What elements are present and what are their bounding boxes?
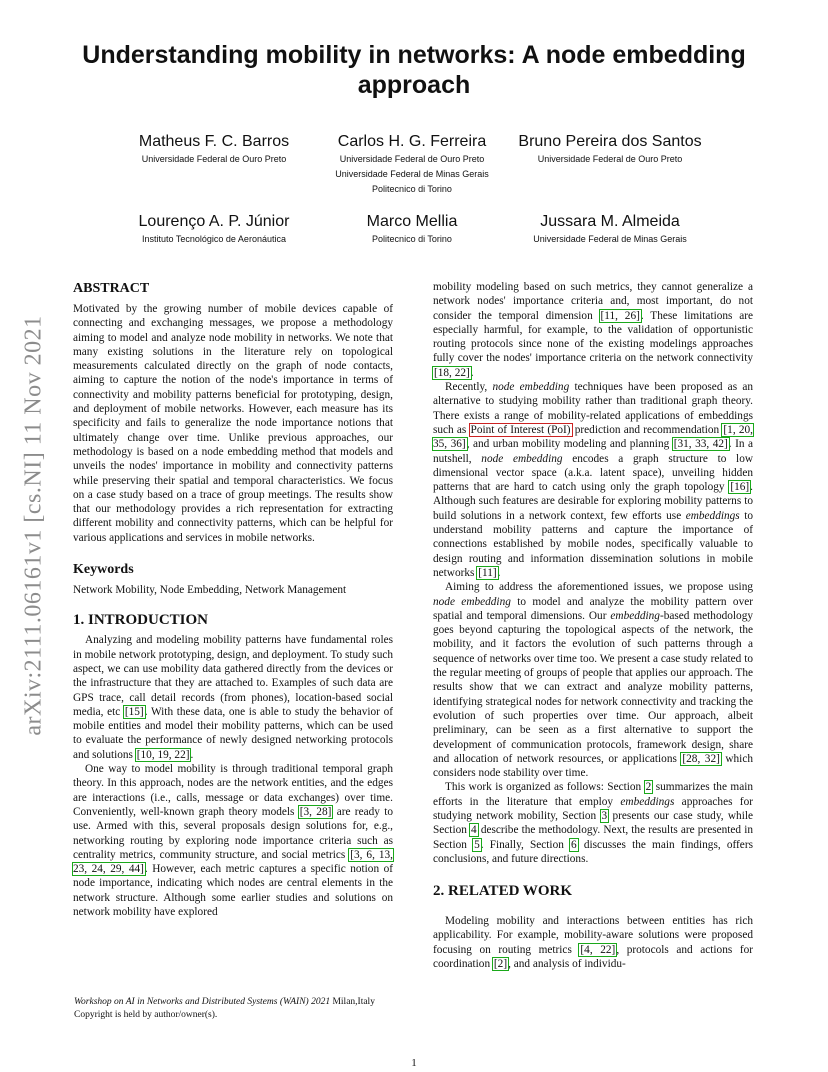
intro-paragraph-3: mobility modeling based on such metrics, they cannot generalize a network nodes' importance criteria and, most important, do not consider the temporal dimension [11, 26]. These limitations are especially harmful, for example, to the validation of opportunistic routing protocols since none of the existing modelings approaches fully cover the nodes' importance criteria on the network connectivity [18, 22]. (433, 281, 754, 379)
paper-title: Understanding mobility in networks: A node embedding approach (82, 41, 746, 99)
intro-paragraph-5: Aiming to address the aforementioned issues, we propose using node embedding to model and analyze the mobility pattern over spatial and temporal dimensions. Our embedding-based methodology goes beyond capturing the topological aspects of the network, the mobility, and it factors the evolution of such patterns through a sequence of networks over time too. We present a case study related to the regular meeting of groups of people that applies our approach. The results show that we can extract and analyze mobility patterns, identifying strategical nodes for network connectivity and tracking the evolution of such properties over time. Our approach, albeit preliminary, can be seen as a first alternative to support the development of communication protocols, framework design, share and allocation of network resources, or applications [28, 32] which considers node stability over time. (433, 581, 753, 780)
author-affiliation: Universidade Federal de Ouro Preto (339, 154, 485, 164)
author-name: Matheus F. C. Barros (138, 133, 290, 150)
citation-link[interactable]: [4, 22] (580, 943, 616, 956)
keywords-text: Network Mobility, Node Embedding, Network Management (73, 584, 347, 597)
section-link[interactable]: 4 (471, 824, 477, 837)
left-column (73, 280, 393, 919)
section-link[interactable]: 2 (645, 781, 652, 794)
author-3 (500, 132, 720, 167)
right-column (433, 280, 753, 971)
author-2 (312, 132, 512, 197)
author-1 (114, 132, 314, 167)
citation-link[interactable]: [18, 22] (434, 366, 470, 379)
abstract-heading: ABSTRACT (73, 281, 150, 296)
intro-paragraph-4: Recently, node embedding techniques have been proposed as an alternative to studying mobility rather than traditional graph theory. There exists a range of mobility-related applications of embeddings such as Point of Interest (PoI) prediction and recommendation [1, 20, 35, 36], and urban mobility modeling and planning [31, 33, 42]. In a nutshell, node embedding encodes a graph structure to low dimensional vector space (a.k.a. latent space), unveiling hidden patterns that are hard to catch using only the graph topology [16]. Although such features are desirable for exploring mobility patterns to build solutions in a network context, few efforts use embeddings to understand mobility patterns and capture the importance of connections established by mobile nodes, specifically valuable to design routing and information dissemination solutions in mobile networks [11]. (433, 381, 754, 579)
citation-link[interactable]: [28, 32] (682, 752, 720, 765)
intro-paragraph-6: This work is organized as follows: Section 2 summarizes the main efforts in the literature that employ embeddings approaches for studying network mobility, Section 3 presents our case study, while Section 4 describe the methodology. Next, the results are presented in Section 5. Finally, Section 6 discusses the main findings, offers conclusions, and future directions. (433, 781, 753, 865)
keywords-heading: Keywords (73, 562, 134, 578)
intro-paragraph-1: Analyzing and modeling mobility patterns have fundamental roles in mobile network prototyping, design, and deployment. To study such aspect, we can use mobility data gathered directly from the devices or the infrastructure that they are attached to. Examples of such data are GPS trace, call detail records (from phones), location-based social media, etc [15]. With these data, one is able to study the behavior of mobile entities and model their mobility patterns, which can be used to evaluate the performance of newly designed networking protocols and solutions [10, 19, 22]. (73, 634, 393, 761)
section-link[interactable]: 3 (601, 809, 608, 822)
author-affiliation: Universidade Federal de Minas Gerais (335, 169, 489, 179)
citation-link[interactable]: [10, 19, 22] (136, 748, 190, 761)
author-name: Marco Mellia (366, 213, 458, 230)
author-name: Carlos H. G. Ferreira (337, 133, 487, 150)
author-4 (114, 212, 314, 247)
venue-text: Workshop on AI in Networks and Distributed Systems (WAIN) 2021 (74, 997, 331, 1007)
citation-link[interactable]: [3, 6, 13, 23, 24, 29, 44] (73, 848, 393, 876)
intro-paragraph-2: One way to model mobility is through traditional temporal graph theory. In this approach, nodes are the network entities, and the edges are interactions (i.e., calls, message or data exchanges) over time. Conveniently, well-known graph theory models [3, 28] are ready to use. Armed with this, several proposals design solutions for, e.g., networking routing by exploring node importance criteria such as centrality metrics, community structure, and social metrics [3, 6, 13, 23, 24, 29, 44]. However, each metric captures a specific notion of node importance, indicating which nodes are central elements in the network structure. Although some earlier studies and solutions on network mobility have explored (73, 763, 394, 918)
citation-link[interactable]: [31, 33, 42] (673, 438, 728, 451)
related-paragraph-1: Modeling mobility and interactions between entities has rich applicability. For example, mobility-aware solutions were proposed focusing on routing metrics [4, 22], protocols and actions for coordination [2], and analysis of individu- (433, 915, 753, 971)
section-link[interactable]: 5 (474, 838, 480, 851)
poi-link[interactable]: Point of Interest (PoI) (470, 423, 571, 436)
author-affiliation: Politecnico di Torino (372, 234, 452, 244)
arxiv-stamp: arXiv:2111.06161v1 [cs.NI] 11 Nov 2021 (20, 314, 47, 736)
author-name: Jussara M. Almeida (540, 213, 680, 230)
venue-location: Milan,Italy (330, 997, 375, 1007)
introduction-heading: 1. INTRODUCTION (73, 612, 209, 629)
citation-link[interactable]: [15] (124, 705, 144, 718)
citation-link[interactable]: [1, 20, 35, 36] (433, 423, 753, 451)
citation-link[interactable]: [16] (730, 481, 750, 494)
author-affiliation: Politecnico di Torino (372, 184, 452, 194)
page-number: 1 (411, 1057, 417, 1069)
citation-link[interactable]: [11] (478, 566, 497, 579)
author-affiliation: Universidade Federal de Ouro Preto (537, 154, 683, 164)
author-affiliation: Universidade Federal de Ouro Preto (141, 154, 287, 164)
author-5 (312, 212, 512, 247)
author-6 (500, 212, 720, 247)
author-name: Bruno Pereira dos Santos (518, 133, 702, 150)
author-affiliation: Universidade Federal de Minas Gerais (533, 234, 687, 244)
footnote (74, 996, 414, 1021)
author-name: Lourenço A. P. Júnior (138, 213, 290, 230)
author-affiliation: Instituto Tecnológico de Aeronáutica (142, 234, 286, 244)
copyright-text: Copyright is held by author/owner(s). (74, 1009, 218, 1020)
section-link[interactable]: 6 (571, 838, 577, 851)
citation-link[interactable]: [11, 26] (600, 309, 640, 322)
citation-link[interactable]: [3, 28] (299, 805, 332, 818)
related-work-heading: 2. RELATED WORK (433, 883, 573, 900)
abstract-text: Motivated by the growing number of mobile devices capable of connecting and exchanging messages, we propose a methodology aiming to model and analyze node mobility in networks. We note that many existing solutions in the literature rely on topological measurements calculated directly on the graph of node contacts, aiming to capture the notion of the node's importance in terms of connectivity and mobility patterns beneficial for prototyping, design, and deployment of mobile networks. However, each measure has its specificity and fails to generalize the node importance notions that ultimately change over time. Unlike previous approaches, our methodology is based on a node embedding method that models and unveils the nodes' importance in mobility and connectivity patterns while preserving their spatial and temporal characteristics. We focus on a case study based on a trace of group meetings. The results show that our methodology provides a rich representation for extracting different mobility and connectivity patterns, which can be helpful for various applications and services in mobile networks. (73, 303, 393, 544)
citation-link[interactable]: [2] (493, 958, 508, 971)
